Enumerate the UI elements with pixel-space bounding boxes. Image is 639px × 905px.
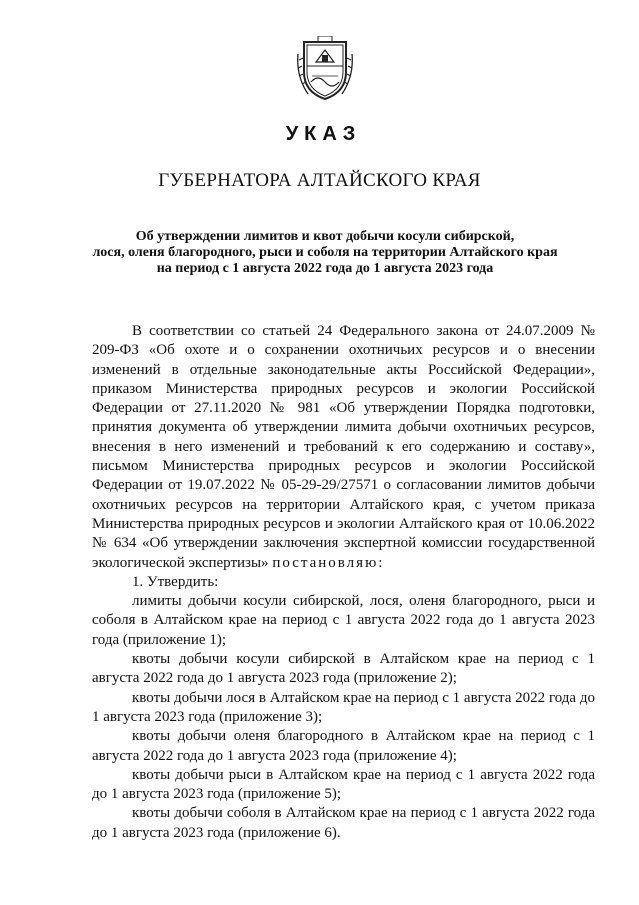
subject-line-2: лося, оленя благородного, рыси и соболя на территории Алтайского края — [92, 245, 558, 260]
decree-word: постановляю: — [272, 554, 385, 571]
clause-1-heading: 1. Утвердить: — [132, 573, 219, 590]
document-type-title: УКАЗ — [285, 123, 362, 145]
preamble-paragraph — [92, 322, 595, 573]
decree-subject — [70, 229, 580, 277]
clause-1-item: квоты добычи косули сибирской в Алтайском крае на период с 1 августа 2022 года до 1 августа 2023 года (приложение 2); — [92, 651, 595, 687]
clause-1-item: лимиты добычи косули сибирской, лося, оленя благородного, рыси и соболя в Алтайском крае на период с 1 августа 2022 года до 1 августа 2023 года (приложение 1); — [92, 593, 595, 648]
clause-1-item: квоты добычи оленя благородного в Алтайском крае на период с 1 августа 2022 года до 1 августа 2023 года (приложение 4); — [92, 728, 595, 764]
clause-1-item: квоты добычи соболя в Алтайском крае на период с 1 августа 2022 года до 1 августа 2023 года (приложение 6). — [92, 805, 595, 841]
clause-1-item: квоты добычи рыси в Алтайском крае на период с 1 августа 2022 года до 1 августа 2023 года (приложение 5); — [92, 766, 595, 803]
preamble-text: В соответствии со статьей 24 Федерального закона от 24.07.2009 № 209-ФЗ «Об охоте и о сохранении охотничьих ресурсов и о внесении изменений в отдельные законодательные акты Российской Федерации», приказом Министерства природных ресурсов и экологии Российской Федерации от 27.11.2020 № 981 «Об утверждении Порядка подготовки, принятия документа об утверждении лимита добычи охотничьих ресурсов, внесения в него изменений и требований к его содержанию и составу», письмом Министерства природных ресурсов и экологии Российской Федерации от 19.07.2022 № 05-29-29/27571 о согласовании лимитов добычи охотничьих ресурсов на территории Алтайского края, с учетом приказа Министерства природных ресурсов и экологии Алтайского края от 10.06.2022 № 634 «Об утверждении заключения экспертной комиссии государственной экологической экспертизы» — [92, 323, 595, 571]
clause-1-item: квоты добычи лося в Алтайском крае на период с 1 августа 2022 года до 1 августа 2023 года (приложение 3); — [92, 689, 595, 725]
issuer-title: ГУБЕРНАТОРА АЛТАЙСКОГО КРАЯ — [158, 170, 481, 191]
coat-of-arms-icon — [296, 36, 354, 102]
subject-line-1: Об утверждении лимитов и квот добычи косули сибирской, — [135, 229, 515, 244]
subject-line-3: на период с 1 августа 2022 года до 1 августа 2023 года — [156, 261, 494, 276]
decree-body — [92, 322, 595, 843]
